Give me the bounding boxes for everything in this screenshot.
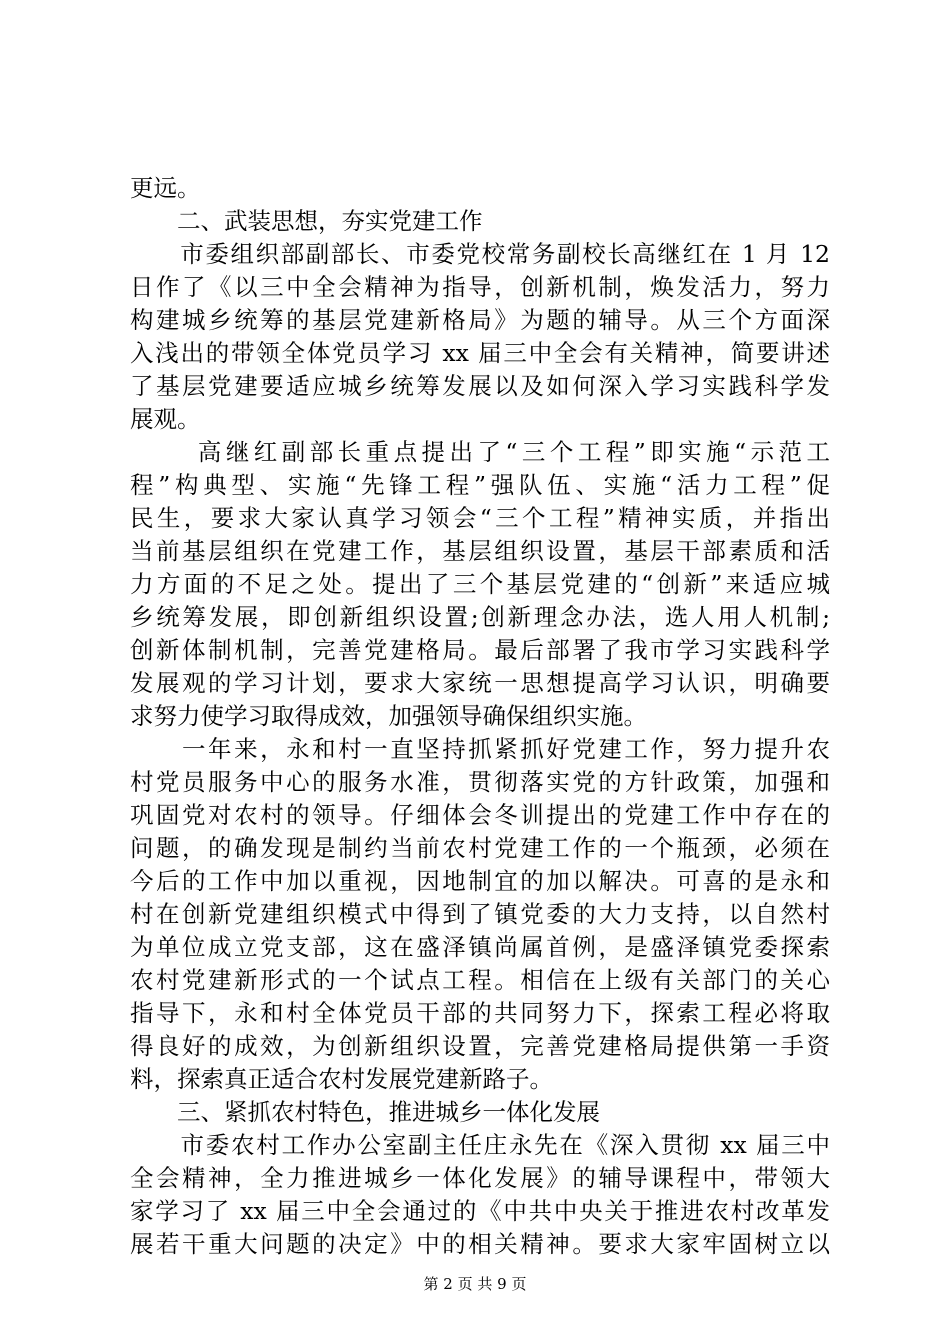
- text-line: 了基层党建要适应城乡统筹发展以及如何深入学习实践科学发: [130, 372, 830, 400]
- text-line: 入浅出的带领全体党员学习 xx 届三中全会有关精神，简要讲述: [130, 339, 830, 367]
- text-line: 构建城乡统筹的基层党建新格局》为题的辅导。从三个方面深: [130, 306, 830, 334]
- text-line: 得良好的成效，为创新组织设置，完善党建格局提供第一手资: [130, 1032, 830, 1060]
- text-line: 市委组织部副部长、市委党校常务副校长高继红在 1 月 12: [130, 240, 830, 268]
- text-line: 民生，要求大家认真学习领会“三个工程”精神实质，并指出: [130, 504, 830, 532]
- text-line: 展若干重大问题的决定》中的相关精神。要求大家牢固树立以: [130, 1230, 830, 1258]
- text-line: 村党员服务中心的服务水准，贯彻落实党的方针政策，加强和: [130, 768, 830, 796]
- text-line: 巩固党对农村的领导。仔细体会冬训提出的党建工作中存在的: [130, 801, 830, 829]
- text-line: 家学习了 xx 届三中全会通过的《中共中央关于推进农村改革发: [130, 1197, 830, 1225]
- text-line: 为单位成立党支部，这在盛泽镇尚属首例，是盛泽镇党委探索: [130, 933, 830, 961]
- text-line: 高继红副部长重点提出了“三个工程”即实施“示范工: [130, 438, 830, 466]
- text-line: 村在创新党建组织模式中得到了镇党委的大力支持，以自然村: [130, 900, 830, 928]
- text-line: 程”构典型、实施“先锋工程”强队伍、实施“活力工程”促: [130, 471, 830, 499]
- text-line: 展观。: [130, 405, 201, 433]
- text-line: 力方面的不足之处。提出了三个基层党建的“创新”来适应城: [130, 570, 830, 598]
- text-line: 更远。: [130, 174, 201, 202]
- page-footer: 第 2 页 共 9 页: [423, 1275, 527, 1293]
- text-line: 当前基层组织在党建工作，基层组织设置，基层干部素质和活: [130, 537, 830, 565]
- section-heading: 二、武装思想，夯实党建工作: [130, 207, 483, 235]
- text-line: 发展观的学习计划，要求大家统一思想提高学习认识，明确要: [130, 669, 830, 697]
- text-line: 市委农村工作办公室副主任庄永先在《深入贯彻 xx 届三中: [130, 1131, 830, 1159]
- text-line: 农村党建新形式的一个试点工程。相信在上级有关部门的关心: [130, 966, 830, 994]
- text-line: 乡统筹发展，即创新组织设置;创新理念办法，选人用人机制;: [130, 603, 830, 631]
- text-line: 求努力使学习取得成效，加强领导确保组织实施。: [130, 702, 647, 730]
- text-line: 一年来，永和村一直坚持抓紧抓好党建工作，努力提升农: [130, 735, 830, 763]
- text-line: 今后的工作中加以重视，因地制宜的加以解决。可喜的是永和: [130, 867, 830, 895]
- text-line: 全会精神，全力推进城乡一体化发展》的辅导课程中，带领大: [130, 1164, 830, 1192]
- text-line: 问题，的确发现是制约当前农村党建工作的一个瓶颈，必须在: [130, 834, 830, 862]
- text-line: 日作了《以三中全会精神为指导，创新机制，焕发活力，努力: [130, 273, 830, 301]
- text-line: 料，探索真正适合农村发展党建新路子。: [130, 1065, 553, 1093]
- section-heading: 三、紧抓农村特色，推进城乡一体化发展: [130, 1098, 600, 1126]
- text-line: 指导下，永和村全体党员干部的共同努力下，探索工程必将取: [130, 999, 830, 1027]
- text-line: 创新体制机制，完善党建格局。最后部署了我市学习实践科学: [130, 636, 830, 664]
